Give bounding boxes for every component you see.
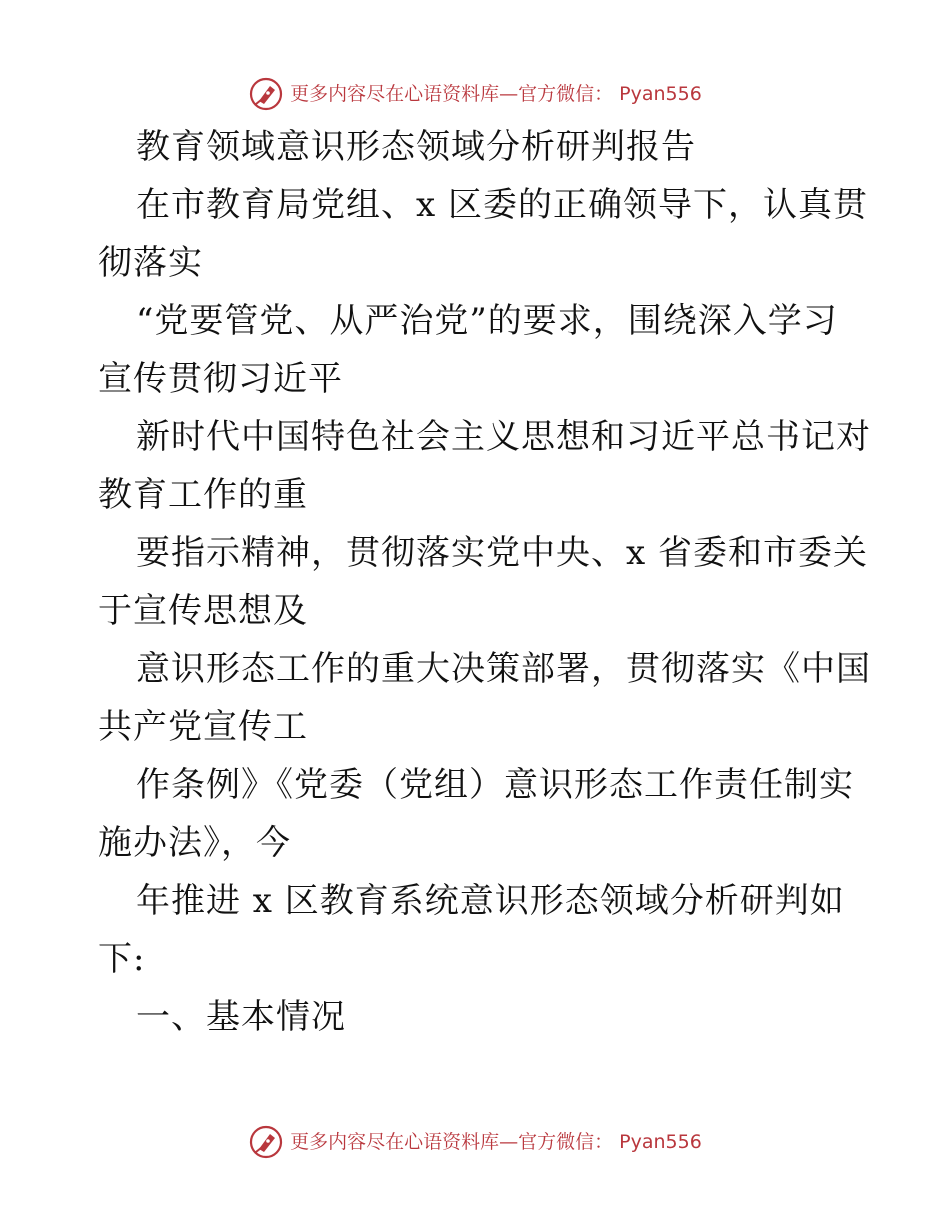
paragraph-line: “党要管党、从严治党”的要求，围绕深入学习	[136, 301, 838, 341]
document-body	[98, 118, 871, 1046]
watermark-account: Pyan556	[619, 82, 702, 105]
paragraph-line: 年推进 x 区教育系统意识形态领域分析研判如	[136, 881, 845, 921]
paragraph-line: 施办法》，今	[98, 823, 291, 863]
paragraph-line: 新时代中国特色社会主义思想和习近平总书记对	[136, 417, 871, 457]
paragraph-line: 意识形态工作的重大决策部署，贯彻落实《中国	[136, 649, 871, 689]
watermark-account: Pyan556	[619, 1130, 702, 1153]
document-title: 教育领域意识形态领域分析研判报告	[136, 127, 696, 167]
paragraph-line: 于宣传思想及	[98, 591, 308, 631]
paragraph-line: 共产党宣传工	[98, 707, 308, 747]
paragraph-line: 宣传贯彻习近平	[98, 359, 343, 399]
paragraph-line: 彻落实	[98, 243, 203, 283]
pen-nib-logo-icon	[248, 76, 284, 112]
paragraph-line: 在市教育局党组、x 区委的正确领导下，认真贯	[136, 185, 868, 225]
watermark-text: 更多内容尽在心语资料库—官方微信：	[290, 82, 614, 105]
paragraph-line: 教育工作的重	[98, 475, 308, 515]
paragraph-line: 要指示精神，贯彻落实党中央、x 省委和市委关	[136, 533, 868, 573]
paragraph-line: 作条例》《党委（党组）意识形态工作责任制实	[136, 765, 854, 805]
section-heading: 一、基本情况	[136, 997, 346, 1037]
paragraph-line: 下:	[98, 939, 146, 979]
header-watermark	[0, 76, 950, 112]
pen-nib-logo-icon	[248, 1124, 284, 1160]
footer-watermark	[0, 1124, 950, 1160]
watermark-text: 更多内容尽在心语资料库—官方微信：	[290, 1130, 614, 1153]
